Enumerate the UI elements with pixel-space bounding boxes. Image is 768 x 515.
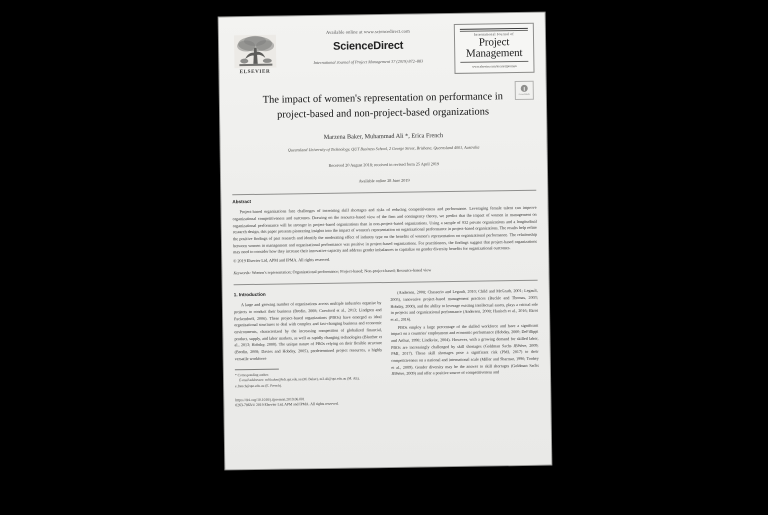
paragraph: PBOs employ a large percentage of the skilled workforce and have a significant impact on a countries' employment and economic performance (Hobday, 2000; DeFillippi and Arthur, 1998; Lindkvist, 2004). However, with a growing demand for skilled labor, PBOs are increasingly challenged by skill shortages (Goldman Sachs JBWere, 2009; PMI, 2017). These skill shortages pose a significant risk (PMI, 2017) to their competitiveness on a national and international scale (Miller and Sharmar, 1996; Toohey et al., 2009). Gender diversity may be the answer to skill shortages (Goldman Sachs JBWere, 2009) and offer a positive source of competitiveness and (390, 322, 539, 377)
title-block (229, 89, 538, 186)
keywords-label: Keywords: (233, 270, 251, 276)
scanned-page[interactable] (219, 13, 552, 470)
available-online-line: Available online at www.sciencedirect.com (326, 28, 410, 35)
paragraph: (Andersen, 2008; Chasserio and Legault, 2010; Child and McGrath, 2001; Legault, 2005), innovative project-based management practices (Buckle and Thomas, 2003; Hobday, 2000), and the ability to leverage existing intellectual assets, plays a critical role in projects and organizational performance (Andersen, 2008; Hanisch et al., 2016; Ekrot et al., 2016). (390, 287, 539, 322)
corresponding-author-note: * Corresponding author. (234, 372, 269, 378)
journal-kicker: International Journal of (474, 32, 514, 37)
journal-masthead-box (454, 23, 535, 74)
email-addresses[interactable]: m9.baker@hdr.qut.edu.au (M. Baker), m3.ali@qut.edu.au (M. Ali), e.french@qut.edu.au (E. French). (235, 376, 360, 388)
journal-rule-bottom (460, 61, 528, 63)
journal-reference: International Journal of Project Management 37 (2019) 872–883 (313, 58, 424, 66)
page-title: The impact of women's representation on performance in project-based and non-project-based organizations (262, 91, 504, 121)
page-footer (235, 396, 383, 407)
available-online-date: Available online 28 June 2019 (358, 177, 410, 184)
abstract-copyright: © 2019 Elsevier Ltd, APM and IPMA. All rights reserved. (233, 257, 331, 264)
doi-link[interactable]: https://doi.org/10.1016/j.ijproman.2019.06.001 (235, 397, 305, 403)
crossmark-label: CrossMark (518, 93, 530, 96)
column-right (390, 288, 539, 405)
abstract-heading: Abstract (232, 199, 252, 205)
crossmark-icon (521, 85, 528, 92)
page-content (228, 21, 542, 464)
masthead (228, 21, 537, 80)
email-label: E-mail addresses: (239, 378, 265, 383)
elsevier-logo (231, 30, 279, 76)
elsevier-tree-icon (233, 35, 275, 69)
section-heading-introduction: 1. Introduction (233, 291, 266, 298)
crossmark-badge[interactable] (515, 81, 534, 100)
paragraph: A large and growing number of organizations across multiple industries organise by projects to conduct their business (Bredin, 2008; Crawford et al., 2013; Lindgren and Packendorff, 2006). These project-based organizations (PBOs) have emerged as ideal organizational structures to deal with complex and fast-changing business and economic environments, characterized by the increasing competition of globalized financial, product, supply, and labor markets, as well as rapidly changing technologies (Blatcher et al., 2013; Hobday, 2000). The unique nature of PBOs relying on their flexible structure (Bredin, 2008; Davies and Hobday, 2005), predetermined project resources, a highly versatile workforce (233, 300, 383, 361)
body-columns (234, 288, 540, 407)
abstract-rule-bottom (234, 280, 538, 286)
journal-rule-top2 (460, 30, 528, 32)
footnote (235, 371, 383, 389)
issn-copyright: 0263-7863/© 2019 Elsevier Ltd, APM and IPMA. All rights reserved. (235, 401, 339, 408)
received-date: Received 20 August 2018; received in revised form 25 April 2019 (328, 161, 440, 168)
journal-name-line2: Management (465, 46, 523, 60)
journal-name-line1: Project (478, 35, 510, 49)
masthead-center (288, 28, 449, 65)
affiliation: Queensland University of Technology, QUT Business School, 2 George Street, Brisbane, Queensland 4001, Australia (287, 144, 480, 153)
journal-url: www.elsevier.com/locate/ijproman (472, 64, 517, 69)
sciencedirect-logo: ScienceDirect (332, 39, 404, 53)
abstract-body: Project-based organizations face challenges of increasing skill shortages and risks of reducing competitiveness and performance. Leveraging female talent can improve organizational competitiveness and outcomes. Drawing on the resource-based view of the firm and contingency theory, we predict that the impact of women in management on organizational performance will be stronger in project-based organizations than in non-project-based organizations. Using a sample of 932 private organizations and a longitudinal research design, this paper presents pioneering insights into the impact of women's representation on organizational performance in project-based organizations. The results help refine the positive findings of past research and identify the moderating effect of industry type on the benefits of women's representation on organizational performance. The relationship between women in management and organizational performance was positive in project-based organizations. For practitioners, the findings suggest that project-based organizations may need to consider how they increase their innovative capacity and address gender imbalances to capitalize on gender diversity benefits for organizational outcomes. (232, 204, 538, 255)
footnote-rule (235, 369, 279, 371)
keywords-values: Women's representation; Organizational performance; Project-based; Non-project-based; Resource-based view (251, 267, 432, 276)
keywords-line (233, 266, 537, 276)
column-left (234, 290, 383, 407)
elsevier-wordmark: ELSEVIER (239, 68, 271, 76)
author-list: Marzena Baker, Muhammad Ali *, Erica French (323, 132, 444, 142)
